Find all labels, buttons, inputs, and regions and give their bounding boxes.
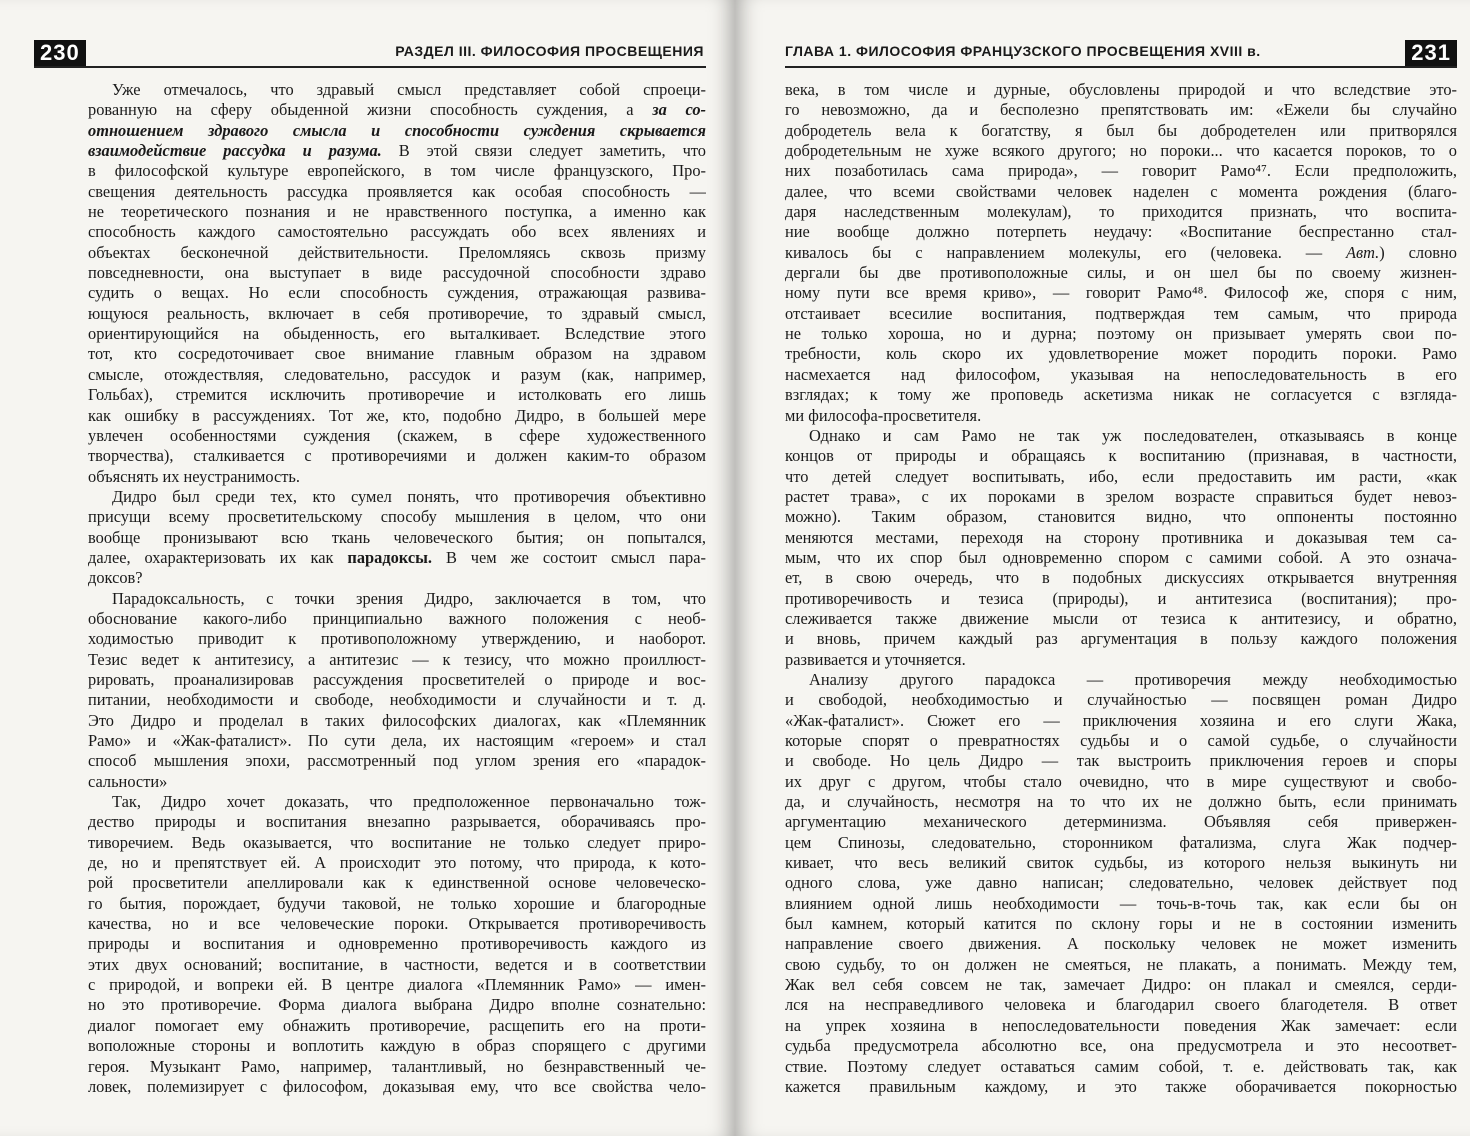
text-line: присущи всему просветительскому способу мышления в целом, что они bbox=[88, 507, 706, 527]
text-line: Рамо» и «Жак-фаталист». По сути дела, их настоящим «героем» и стал bbox=[88, 731, 706, 750]
text-line: обоснование какого-либо принципиально важного положения с необ- bbox=[88, 608, 706, 628]
text-line: растет трава», с их пороками в зрелом возрасте справиться будет невоз- bbox=[785, 486, 1457, 506]
text-line: даря наследственным молекулам), то приходится признать, что воспита- bbox=[785, 202, 1457, 222]
text-line: Так, Дидро хочет доказать, что предположенное первоначально тож- bbox=[112, 792, 706, 812]
text-line: «Жак-фаталист». Сюжет его — приключения хозяина и его слуги Жака, bbox=[785, 710, 1457, 730]
left-page-header bbox=[34, 40, 706, 68]
text-line: де, но и препятствует ей. А происходит это потому, что природа, к кото- bbox=[88, 853, 706, 873]
text-line: и свободе. Но цель Дидро — так выстроить приключения героев и споры bbox=[785, 751, 1457, 771]
text-line: способ мышления эпохи, рассмотренный под углом зрения его «парадок- bbox=[88, 751, 706, 771]
text-line: направление своего движения. А поскольку человек не может изменить bbox=[785, 934, 1457, 954]
running-head: ГЛАВА 1. ФИЛОСОФИЯ ФРАНЦУЗСКОГО ПРОСВЕЩЕНИЯ XVIII в. bbox=[785, 43, 1261, 59]
text-line: концов от природы и обращаясь к воспитанию (признавая, в частности, bbox=[785, 446, 1457, 466]
text-line: Парадоксальность, с точки зрения Дидро, заключается в том, что bbox=[112, 588, 706, 608]
text-line: их друг с другом, чтобы стало очевидно, что в мире существуют и свобо- bbox=[785, 771, 1457, 791]
text-line: ми философа-просветителя. bbox=[785, 405, 982, 425]
text-line: влиянием одной лишь необходимости — точь-в-точь так, как если бы он bbox=[785, 893, 1457, 913]
right-page-header bbox=[785, 40, 1457, 68]
text-line: Это Дидро и проделал в таких философских диалогах, как «Племянник bbox=[88, 710, 706, 730]
text-line: меняются местами, переходя на сторону противника и доказывая тем са- bbox=[785, 527, 1457, 547]
text-line: доксов? bbox=[88, 568, 143, 588]
text-line: способность каждого самостоятельно рассуждать обо всех явлениях и bbox=[88, 222, 706, 242]
text-line: кивалось бы с направлением молекулы, его (человека. — Авт.) словно bbox=[785, 242, 1457, 262]
text-line: героя. Музыкант Рамо, например, талантливый, но безнравственный че- bbox=[88, 1056, 706, 1076]
text-line: дергали бы две противоположные силы, и он шел бы по своему жизнен- bbox=[785, 263, 1457, 283]
text-line: рой просветители апеллировали как к единственной основе человеческо- bbox=[88, 873, 706, 893]
text-line: на упрек хозяина в непоследовательности поведения Жак замечает: если bbox=[785, 1015, 1457, 1035]
text-line: ющуюся реальность, включает в себя противоречие, то здравый смысл, bbox=[88, 303, 706, 323]
text-line: судьба предусмотрела абсолютно все, она предусмотрела и это несоответ- bbox=[785, 1036, 1457, 1056]
text-line: свою судьбу, то он должен не смеяться, не плакать, а понимать. Между тем, bbox=[785, 954, 1457, 974]
text-line: ствие. Поэтому следует оставаться самим собой, т. е. действовать так, как bbox=[785, 1056, 1457, 1076]
text-line: объектах бесконечной действительности. Преломляясь сквозь призму bbox=[88, 242, 706, 262]
text-line: лся на несправедливого человека и благодарил своего благодетеля. В ответ bbox=[785, 995, 1457, 1015]
text-line: них позаботилась сама природа», — говорит Рамо⁴⁷. Если предположить, bbox=[785, 161, 1457, 181]
text-line: тиворечием. Ведь оказывается, что воспитание не только следует приро- bbox=[88, 832, 706, 852]
text-line: природы и воспитания и одновременно противоречивость каждого из bbox=[88, 934, 706, 954]
text-line: вообще пронизывают всю ткань человеческого бытия; он попытался, bbox=[88, 527, 706, 547]
text-line: ние вообще должно потерпеть неудачу: «Воспитание беспрестанно стал- bbox=[785, 222, 1457, 242]
text-line: этих двух оснований; воспитание, в частности, ведется и в соответствии bbox=[88, 954, 706, 974]
text-line: Жак вел себя совсем не так, замечает Дидро: он плакал и смеялся, серди- bbox=[785, 975, 1457, 995]
right-page-body bbox=[785, 80, 1457, 1097]
text-line: был камнем, который катится по склону горы и не в состоянии изменить bbox=[785, 914, 1457, 934]
text-line: ловек, полемизирует с философом, доказывая ему, что все свойства чело- bbox=[88, 1076, 706, 1096]
text-line: объяснять их неустранимость. bbox=[88, 466, 300, 486]
text-line: кажется правильным каждому, и это также оборачивается покорностью bbox=[785, 1076, 1457, 1096]
text-line: далее, что всеми свойствами человек наделен с момента рождения (благо- bbox=[785, 181, 1457, 201]
text-line: Анализу другого парадокса — противоречия между необходимостью bbox=[809, 669, 1457, 689]
text-line: как ошибку в рассуждениях. Тот же, кто, подобно Дидро, в большей мере bbox=[88, 405, 706, 425]
text-line: ходимостью приводит к противоположному утверждению, и наоборот. bbox=[88, 629, 706, 649]
text-line: воположные стороны и воплотить каждую в образ спорящего с другими bbox=[88, 1036, 706, 1056]
text-line: свещения деятельность рассудка проявляется как особая способность — bbox=[88, 181, 706, 201]
text-line: отношением здравого смысла и способности суждения скрывается bbox=[88, 120, 706, 140]
left-page-body bbox=[88, 80, 706, 1097]
text-line: Однако и сам Рамо не так уж последователен, отказываясь в конце bbox=[809, 425, 1457, 445]
text-line: Дидро был среди тех, кто сумел понять, что противоречия объективно bbox=[112, 486, 706, 506]
text-line: рованную на сферу обыденной жизни способность суждения, а за со- bbox=[88, 100, 706, 120]
text-line: Уже отмечалось, что здравый смысл представляет собой спроеци- bbox=[112, 80, 706, 99]
text-line: добродетельным не хуже всякого другого; но пороки... что касается пороков, то о bbox=[785, 141, 1457, 161]
text-line: кивает, что весь великий свиток судьбы, из которого нельзя выкинуть ни bbox=[785, 853, 1457, 873]
text-line: рировать, проанализировав рассуждения просветителей о природе и вос- bbox=[88, 669, 706, 689]
text-line: одного слова, уже давно написан; следовательно, человек действует под bbox=[785, 873, 1457, 893]
text-line: слеживается также движение мысли от тезиса к антитезису, и обратно, bbox=[785, 608, 1457, 628]
text-line: добродетель вела к богатству, я был бы добродетелен или притворялся bbox=[785, 120, 1457, 140]
text-line: насмехается над философом, указывая на непоследовательность в его bbox=[785, 364, 1457, 384]
text-line: ориентирующийся на обыденность, его выталкивает. Вследствие этого bbox=[88, 324, 706, 344]
text-line: ному пути все время криво», — говорит Рамо⁴⁸. Философ же, споря с ним, bbox=[785, 283, 1457, 303]
text-line: аргументацию механического детерминизма. Объявляя себя привержен- bbox=[785, 812, 1457, 832]
text-line: не только хороша, но и дурна; поэтому он призывает умерять свои по- bbox=[785, 324, 1457, 344]
text-line: взглядах; к тому же проповедь аскетизма никак не согласуется с взгляда- bbox=[785, 385, 1457, 405]
text-line: да, и случайность, несмотря на то что их не должно быть, если принимать bbox=[785, 792, 1457, 812]
text-line: но это противоречие. Форма диалога выбрана Дидро вполне сознательно: bbox=[88, 995, 706, 1015]
text-line: увлечен особенностями суждения (скажем, в сфере художественного bbox=[88, 425, 706, 445]
text-line: творчества), сталкивается с противоречиями и должен каким-то образом bbox=[88, 446, 706, 466]
text-line: го бытия, порождает, будучи таковой, не только хорошие и благородные bbox=[88, 893, 706, 913]
text-line: Гольбах), стремится исключить противоречие и истолковать его лишь bbox=[88, 385, 706, 405]
text-line: которые спорят о превратностях судьбы и о самой судьбе, о случайности bbox=[785, 731, 1457, 750]
text-line: судить о вещах. Но если способность суждения, отражающая развива- bbox=[88, 283, 706, 303]
running-head: РАЗДЕЛ III. ФИЛОСОФИЯ ПРОСВЕЩЕНИЯ bbox=[395, 43, 704, 59]
text-line: можно). Таким образом, становится видно, что оппоненты постоянно bbox=[785, 507, 1457, 527]
text-line: и свободой, необходимостью и случайностью — посвящен роман Дидро bbox=[785, 690, 1457, 710]
page-number: 231 bbox=[1405, 40, 1457, 66]
text-line: диалог помогает ему обнажить противоречие, расщепить его на проти- bbox=[88, 1015, 706, 1035]
text-line: тот, кто сосредоточивает свое внимание главным образом на здравом bbox=[88, 344, 706, 364]
text-line: далее, охарактеризовать их как парадоксы. В чем же состоит смысл пара- bbox=[88, 547, 706, 567]
text-line: ет, в свою очередь, что в подобных дискуссиях открывается внутренняя bbox=[785, 568, 1457, 588]
text-line: го невозможно, да и бесполезно препятствовать им: «Ежели бы случайно bbox=[785, 100, 1457, 120]
text-line: сальности» bbox=[88, 771, 168, 791]
page-number: 230 bbox=[34, 40, 86, 66]
text-line: цем Спинозы, следовательно, сторонником фатализма, слуга Жак подчер- bbox=[785, 832, 1457, 852]
text-line: требности, коль скоро их удовлетворение может породить пороки. Рамо bbox=[785, 344, 1457, 364]
text-line: противоречивость и тезиса (природы), и антитезиса (воспитания); про- bbox=[785, 588, 1457, 608]
text-line: века, в том числе и дурные, обусловлены природой и что вследствие это- bbox=[785, 80, 1457, 99]
text-line: Тезис ведет к антитезису, а антитезис — к тезису, что можно проиллюст- bbox=[88, 649, 706, 669]
text-line: смысле, отождествляя, следовательно, рассудок и разум (как, например, bbox=[88, 364, 706, 384]
text-line: дество природы и воспитания внезапно разрывается, оборачиваясь про- bbox=[88, 812, 706, 832]
text-line: питании, необходимости и свободе, необходимости и случайности и т. д. bbox=[88, 690, 706, 710]
text-line: что детей следует воспитывать, ибо, если предоставить им расти, «как bbox=[785, 466, 1457, 486]
text-line: в философской культуре европейского, в том числе французского, Про- bbox=[88, 161, 706, 181]
text-line: и вновь, причем каждый раз аргументация в пользу каждого положения bbox=[785, 629, 1457, 649]
text-line: мым, что их спор был одновременно спором с самими собой. А это означа- bbox=[785, 547, 1457, 567]
text-line: взаимодействие рассудка и разума. В этой связи следует заметить, что bbox=[88, 141, 706, 161]
text-line: повседневности, она выступает в виде рассудочной способности здраво bbox=[88, 263, 706, 283]
text-line: с природой, и вопреки ей. В центре диалога «Племянник Рамо» — имен- bbox=[88, 975, 706, 995]
text-line: не теоретического познания и не нравственного поступка, а именно как bbox=[88, 202, 706, 222]
text-line: развивается и уточняется. bbox=[785, 649, 966, 669]
right-page bbox=[735, 0, 1470, 1136]
text-line: качества, но и все человеческие пороки. Открывается противоречивость bbox=[88, 914, 706, 934]
text-line: отстаивает всесилие воспитания, подтверждая тем самым, что природа bbox=[785, 303, 1457, 323]
